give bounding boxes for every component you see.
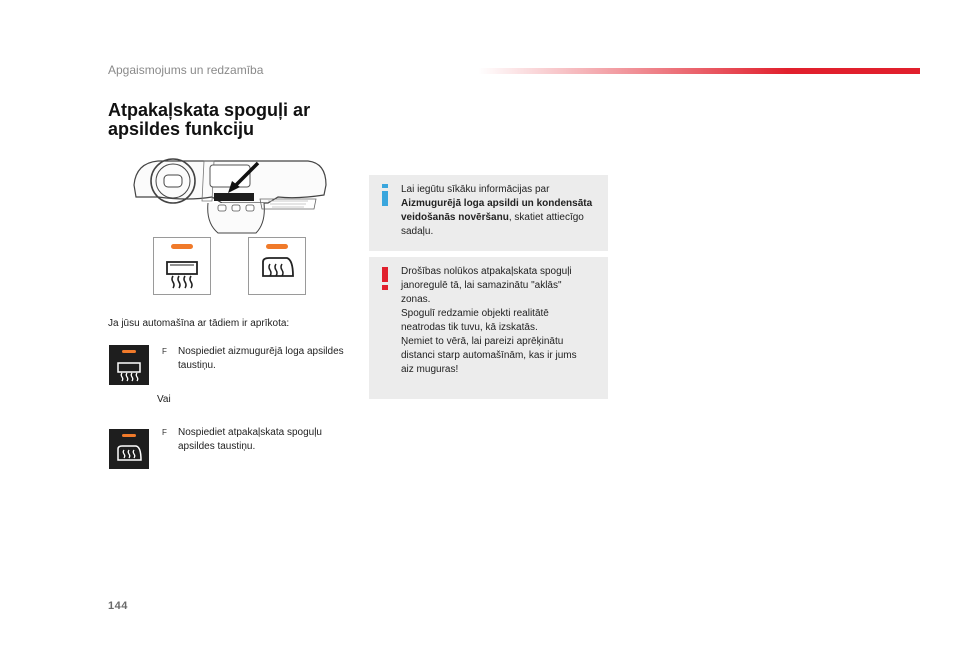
- section-title-line-2: apsildes funkciju: [108, 119, 255, 139]
- mirror-defrost-icon: [109, 429, 149, 469]
- warning-line: neatrodas tik tuvu, kā izskatās.: [401, 322, 538, 333]
- step-2-text: Nospiediet atpakaļskata spoguļu apsildes taustiņu.: [178, 427, 322, 452]
- or-label: Vai: [157, 394, 171, 405]
- section-title-line-1: Atpakaļskata spoguļi ar: [108, 100, 311, 120]
- step-2-bullet: F: [162, 428, 167, 437]
- header-accent-bar: [478, 68, 920, 74]
- mirror-defrost-button-illustration: [248, 237, 306, 295]
- warning-note: [369, 257, 608, 399]
- warning-line: aiz muguras!: [401, 364, 459, 375]
- step-1-text: Nospiediet aizmugurējā loga apsildes taustiņu.: [178, 346, 344, 371]
- dashboard-illustration: [128, 157, 330, 235]
- rear-window-defrost-button-illustration: [153, 237, 211, 295]
- page-number: 144: [108, 600, 128, 612]
- warning-line: janoregulē tā, lai samazinātu "aklās": [401, 280, 562, 291]
- warning-line: distanci starp automašīnām, kas ir jums: [401, 350, 577, 361]
- mirror-defrost-button-image: [109, 429, 149, 469]
- rear-window-defrost-icon: [109, 345, 149, 385]
- warning-note-text: [401, 265, 602, 377]
- step-1-bullet: F: [162, 347, 167, 356]
- rear-window-defrost-button-image: [109, 345, 149, 385]
- rear-window-defrost-icon: [154, 238, 210, 294]
- info-note-text-before: Lai iegūtu sīkāku informācijas par: [401, 184, 550, 195]
- warning-line: Spogulī redzamie objekti realitātē: [401, 308, 549, 319]
- info-note-text: [401, 183, 602, 239]
- warning-icon: [380, 265, 390, 296]
- info-note-text-after: , skatiet attiecīgo sadaļu.: [401, 212, 584, 237]
- info-note: [369, 175, 608, 251]
- section-title: [108, 101, 310, 139]
- intro-text: Ja jūsu automašīna ar tādiem ir aprīkota:: [108, 318, 290, 329]
- mirror-defrost-icon: [249, 238, 305, 294]
- warning-line: Drošības nolūkos atpakaļskata spoguļi: [401, 266, 572, 277]
- warning-line: Ņemiet to vērā, lai pareizi aprēķinātu: [401, 336, 564, 347]
- warning-line: zonas.: [401, 294, 431, 305]
- info-note-bold: Aizmugurējā loga apsildi un kondensāta veidošanās novēršanu: [401, 198, 593, 223]
- chapter-title: Apgaismojums un redzamība: [108, 63, 264, 77]
- info-icon: [380, 183, 390, 212]
